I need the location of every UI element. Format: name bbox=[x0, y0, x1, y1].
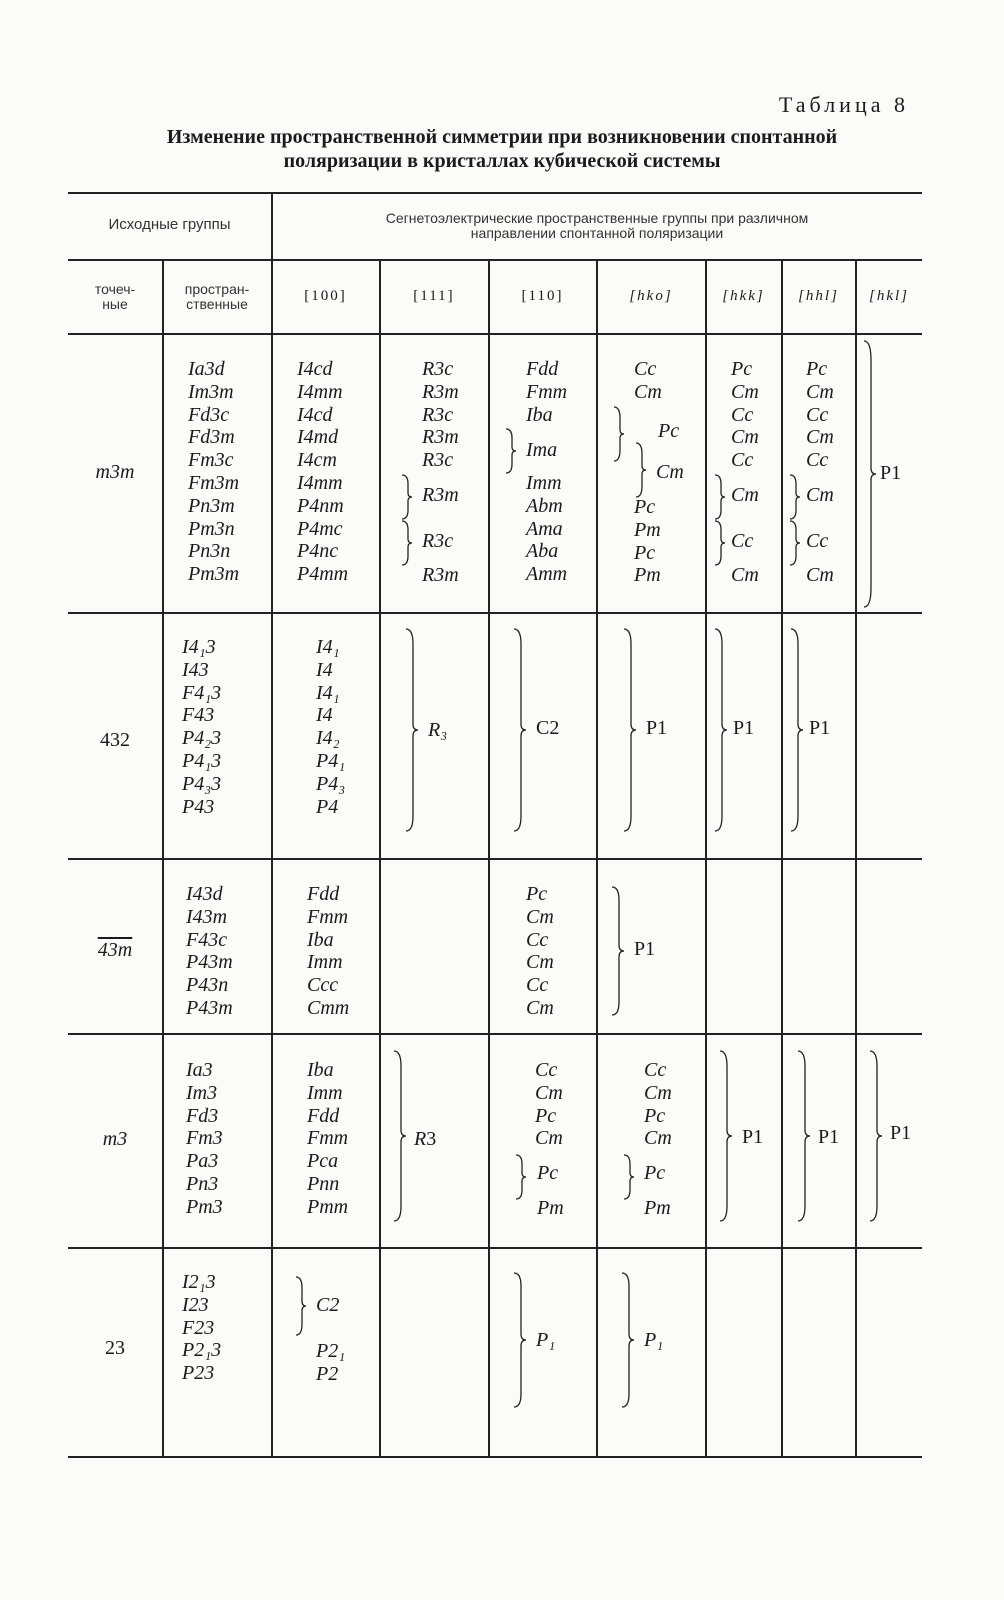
col-divider-main bbox=[271, 192, 273, 1456]
rule-header-bottom bbox=[68, 333, 922, 335]
rule-top bbox=[68, 192, 922, 194]
dirhko-m3m-pc: Pc bbox=[658, 420, 680, 442]
header-dir-hhl: [hhl] bbox=[798, 288, 839, 304]
dirhkk-m3m-last: Cm bbox=[731, 564, 759, 586]
dir110-43m: Pc Cm Cc Cm Cc Cm bbox=[526, 883, 554, 1019]
col-divider-point bbox=[162, 259, 164, 1456]
dirhko-m3-pc: Pc bbox=[644, 1162, 666, 1184]
dirhko-m3-pm: Pm bbox=[644, 1197, 671, 1219]
brace-hhl-m3m-a bbox=[788, 474, 802, 520]
dir110-m3-top: Cc Cm Pc Cm bbox=[535, 1059, 563, 1150]
dirhko-m3m-cm: Cm bbox=[656, 461, 684, 483]
header-dir-hkl: [hkl] bbox=[869, 288, 909, 304]
brace-hko-m3 bbox=[622, 1154, 636, 1200]
brace-110-m3m bbox=[504, 428, 518, 474]
brace-hko-m3m-inner bbox=[634, 442, 648, 498]
rule-row-2 bbox=[68, 858, 922, 860]
dir111-m3: R3 bbox=[414, 1128, 437, 1150]
col-divider-110 bbox=[488, 259, 490, 1456]
brace-hkk-m3m-b bbox=[713, 520, 727, 566]
space-groups-23: I2₁3 I23 F23 P2₁3 P23 bbox=[182, 1271, 222, 1385]
brace-hko-23 bbox=[620, 1272, 636, 1408]
dir110-432: C2 bbox=[536, 717, 560, 739]
dir111-m3m-group-a: R3m bbox=[422, 484, 459, 506]
brace-111-m3m-b bbox=[400, 520, 414, 566]
rule-bottom bbox=[68, 1456, 922, 1458]
dirhko-m3-top: Cc Cm Pc Cm bbox=[644, 1059, 672, 1150]
brace-hkk-m3 bbox=[718, 1050, 734, 1222]
space-groups-43m: I43d I43m F43c P43m P43n P43m bbox=[186, 883, 233, 1019]
dirhko-43m: P1 bbox=[634, 938, 656, 960]
dirhkk-m3m-group-b: Cc bbox=[731, 530, 754, 552]
brace-110-m3 bbox=[514, 1154, 528, 1200]
dir100-43m: Fdd Fmm Iba Imm Ccc Cmm bbox=[307, 883, 350, 1019]
space-groups-m3m: Ia3d Im3m Fd3c Fd3m Fm3c Fm3m Pn3m Pm3n Pn3n Pm3m bbox=[188, 358, 240, 586]
dir111-432: R₃ bbox=[428, 719, 448, 741]
dirhkk-m3m-group-a: Cm bbox=[731, 484, 759, 506]
brace-hhl-432 bbox=[789, 628, 805, 832]
dir100-23-c2: C2 bbox=[316, 1294, 340, 1316]
dir110-m3-pm: Pm bbox=[537, 1197, 564, 1219]
dir110-m3m-group: Ima bbox=[526, 439, 558, 461]
brace-111-432 bbox=[404, 628, 420, 832]
dirhkk-m3: P1 bbox=[742, 1126, 764, 1148]
brace-hko-m3m-outer bbox=[612, 406, 626, 462]
brace-hko-43m bbox=[610, 886, 626, 1016]
brace-hkk-432 bbox=[713, 628, 729, 832]
dirhkk-m3m-top: Pc Cm Cc Cm Cc bbox=[731, 358, 759, 472]
col-divider-hko bbox=[596, 259, 598, 1456]
dirhkl-m3m: P1 bbox=[880, 462, 902, 484]
header-dir-100: [100] bbox=[304, 288, 347, 304]
dirhhl-432: P1 bbox=[809, 717, 831, 739]
header-dir-111: [111] bbox=[413, 288, 455, 304]
point-group-43m: 43m bbox=[97, 939, 133, 961]
dir100-m3m: I4cd I4mm I4cd I4md I4cm I4mm P4nm P4mc P4nc P4mm bbox=[297, 358, 349, 586]
dir110-23: P₁ bbox=[536, 1329, 556, 1351]
table-caption: Таблица 8 bbox=[778, 92, 909, 117]
brace-hkl-m3m bbox=[862, 340, 878, 608]
dir100-m3: Iba Imm Fdd Fmm Pca Pnn Pmm bbox=[307, 1059, 349, 1218]
brace-111-m3 bbox=[392, 1050, 408, 1222]
dir100-23-bottom: P2₁ P2 bbox=[316, 1340, 346, 1385]
point-group-m3m: m3m bbox=[95, 461, 135, 483]
brace-100-23 bbox=[294, 1276, 308, 1336]
brace-hhl-m3 bbox=[796, 1050, 812, 1222]
brace-hko-432 bbox=[622, 628, 638, 832]
dir110-m3m-top: Fdd Fmm Iba bbox=[526, 358, 568, 426]
dir110-m3m-bottom: Imm Abm Ama Aba Amm bbox=[526, 472, 568, 586]
dir111-m3m-last: R3m bbox=[422, 564, 459, 586]
header-point-groups: точеч- ные bbox=[94, 281, 136, 312]
rule-row-3 bbox=[68, 1033, 922, 1035]
space-groups-m3: Ia3 Im3 Fd3 Fm3 Pa3 Pn3 Pm3 bbox=[186, 1059, 223, 1218]
dirhkk-432: P1 bbox=[733, 717, 755, 739]
rule-subheader bbox=[68, 259, 922, 261]
dirhko-432: P1 bbox=[646, 717, 668, 739]
dirhhl-m3: P1 bbox=[818, 1126, 840, 1148]
header-ferro-groups: Сегнетоэлектрические пространственные группы при различном направлении спонтанной поляризации bbox=[385, 210, 809, 241]
dir100-432: I4₁ I4 I4₁ I4 I4₂ P4₁ P4₃ P4 bbox=[316, 636, 346, 818]
dirhko-m3m-top: Cc Cm bbox=[634, 358, 662, 403]
table-title-line-1: Изменение пространственной симметрии при возникновении спонтанной bbox=[166, 126, 838, 148]
dirhhl-m3m-group-b: Cc bbox=[806, 530, 829, 552]
brace-hhl-m3m-b bbox=[788, 520, 802, 566]
brace-111-m3m-a bbox=[400, 474, 414, 520]
rule-row-1 bbox=[68, 612, 922, 614]
point-group-432: 432 bbox=[100, 729, 130, 751]
dir111-m3m-top: R3c R3m R3c R3m R3c bbox=[422, 358, 459, 472]
dirhhl-m3m-top: Pc Cm Cc Cm Cc bbox=[806, 358, 834, 472]
brace-110-23 bbox=[512, 1272, 528, 1408]
dir111-m3m-group-b: R3c bbox=[422, 530, 454, 552]
dirhhl-m3m-last: Cm bbox=[806, 564, 834, 586]
header-dir-hkk: [hkk] bbox=[722, 288, 765, 304]
header-dir-110: [110] bbox=[521, 288, 564, 304]
dirhhl-m3m-group-a: Cm bbox=[806, 484, 834, 506]
space-groups-432: I4₁3 I43 F4₁3 F43 P4₂3 P4₁3 P4₃3 P43 bbox=[182, 636, 222, 818]
header-dir-hko: [hko] bbox=[629, 288, 673, 304]
point-group-m3: m3 bbox=[102, 1128, 128, 1150]
header-space-groups: простран- ственные bbox=[184, 281, 250, 312]
dir110-m3-pc: Pc bbox=[537, 1162, 559, 1184]
point-group-23: 23 bbox=[105, 1337, 125, 1359]
brace-hkk-m3m-a bbox=[713, 474, 727, 520]
brace-hkl-m3 bbox=[868, 1050, 884, 1222]
rule-row-4 bbox=[68, 1247, 922, 1249]
col-divider-hkl bbox=[855, 259, 857, 1456]
header-source-groups: Исходные группы bbox=[108, 216, 231, 233]
dirhko-m3m-bottom: Pc Pm Pc Pm bbox=[634, 496, 661, 587]
col-divider-hhl bbox=[781, 259, 783, 1456]
table-title-line-2: поляризации в кристаллах кубической системы bbox=[283, 150, 721, 172]
col-divider-hkk bbox=[705, 259, 707, 1456]
col-divider-111 bbox=[379, 259, 381, 1456]
brace-110-432 bbox=[512, 628, 528, 832]
dirhkl-m3: P1 bbox=[890, 1122, 912, 1144]
dirhko-23: P₁ bbox=[644, 1329, 664, 1351]
table-title bbox=[0, 125, 1004, 173]
